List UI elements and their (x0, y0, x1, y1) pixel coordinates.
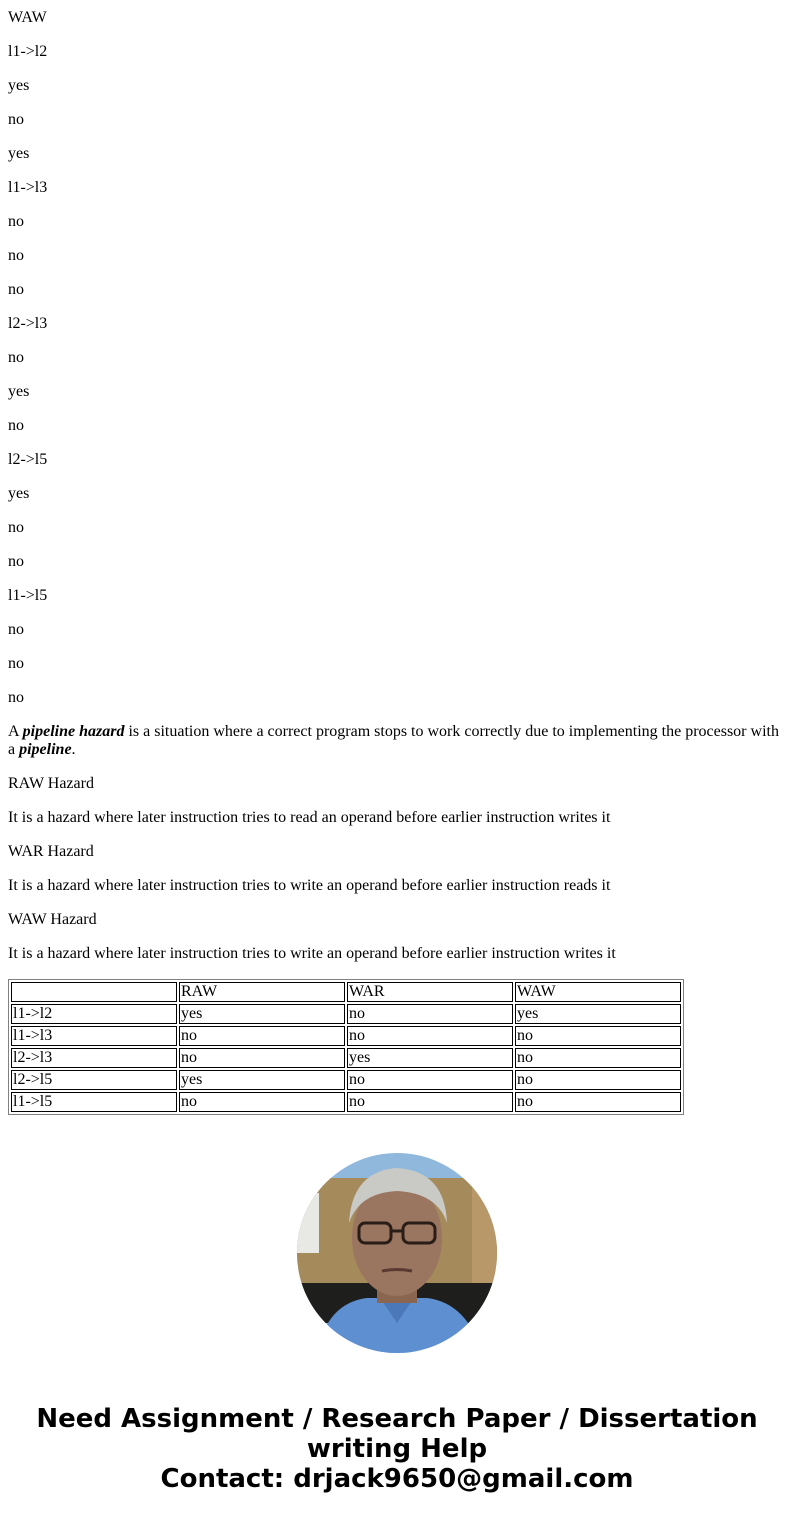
list-item: l2->l3 (8, 315, 48, 332)
war-hazard-title: WAR Hazard (8, 843, 94, 860)
promo-line: writing Help (306, 1434, 488, 1464)
waw-hazard-desc: It is a hazard where later instruction tries to write an operand before earlier instruction writes it (8, 945, 616, 962)
table-cell: no (179, 1026, 345, 1046)
table-cell: no (515, 1092, 681, 1112)
table-cell: yes (515, 1004, 681, 1024)
promo-line: Need Assignment / Research Paper / Dissertation (36, 1404, 758, 1434)
table-cell: no (515, 1026, 681, 1046)
list-item: no (8, 689, 24, 706)
list-item: l1->l2 (8, 43, 48, 60)
author-photo-icon (297, 1153, 497, 1353)
intro-paragraph (8, 723, 786, 759)
term-pipeline: pipeline (19, 741, 72, 758)
table-cell: no (179, 1048, 345, 1068)
avatar (297, 1153, 497, 1353)
table-row (11, 1026, 681, 1046)
raw-hazard-desc: It is a hazard where later instruction tries to read an operand before earlier instruction writes it (8, 809, 611, 826)
table-cell: yes (179, 1004, 345, 1024)
intro-text: . (71, 741, 76, 758)
table-header-cell: RAW (179, 982, 345, 1002)
list-item: no (8, 621, 24, 638)
list-item: l2->l5 (8, 451, 48, 468)
list-item: l1->l3 (8, 179, 48, 196)
raw-hazard-title: RAW Hazard (8, 775, 94, 792)
term-pipeline-hazard: pipeline hazard (22, 723, 125, 740)
list-item: no (8, 655, 24, 672)
list-item: no (8, 553, 24, 570)
intro-text: is a situation where a correct program stops to work correctly due to implementing the processor with a (8, 723, 779, 758)
table-cell: l2->l5 (11, 1070, 177, 1090)
intro-text: A (8, 723, 23, 740)
table-cell: no (347, 1004, 513, 1024)
table-cell: yes (179, 1070, 345, 1090)
table-cell: l1->l5 (11, 1092, 177, 1112)
promo-contact: Contact: drjack9650@gmail.com (160, 1464, 634, 1494)
table-cell: no (347, 1070, 513, 1090)
table-header-cell: WAR (347, 982, 513, 1002)
war-hazard-desc: It is a hazard where later instruction tries to write an operand before earlier instruction reads it (8, 877, 611, 894)
list-item: yes (8, 145, 30, 162)
list-item: no (8, 111, 24, 128)
list-item: no (8, 281, 24, 298)
table-header-cell (11, 982, 177, 1002)
list-item: no (8, 417, 24, 434)
table-cell: no (347, 1026, 513, 1046)
table-cell: l1->l2 (11, 1004, 177, 1024)
hazard-table (8, 979, 684, 1115)
table-cell: yes (347, 1048, 513, 1068)
table-cell: no (347, 1092, 513, 1112)
table-header-row (11, 982, 681, 1002)
list-item: WAW (8, 9, 47, 26)
list-item: yes (8, 485, 30, 502)
table-cell: l1->l3 (11, 1026, 177, 1046)
waw-hazard-title: WAW Hazard (8, 911, 97, 928)
table-header-cell: WAW (515, 982, 681, 1002)
table-row (11, 1092, 681, 1112)
list-item: no (8, 247, 24, 264)
list-item: no (8, 213, 24, 230)
table-row (11, 1004, 681, 1024)
list-item: yes (8, 77, 30, 94)
table-cell: no (179, 1092, 345, 1112)
table-row (11, 1070, 681, 1090)
promo-banner (0, 1404, 794, 1494)
table-cell: l2->l3 (11, 1048, 177, 1068)
table-cell: no (515, 1070, 681, 1090)
list-item: no (8, 349, 24, 366)
list-item: l1->l5 (8, 587, 48, 604)
table-cell: no (515, 1048, 681, 1068)
list-item: no (8, 519, 24, 536)
list-item: yes (8, 383, 30, 400)
table-row (11, 1048, 681, 1068)
